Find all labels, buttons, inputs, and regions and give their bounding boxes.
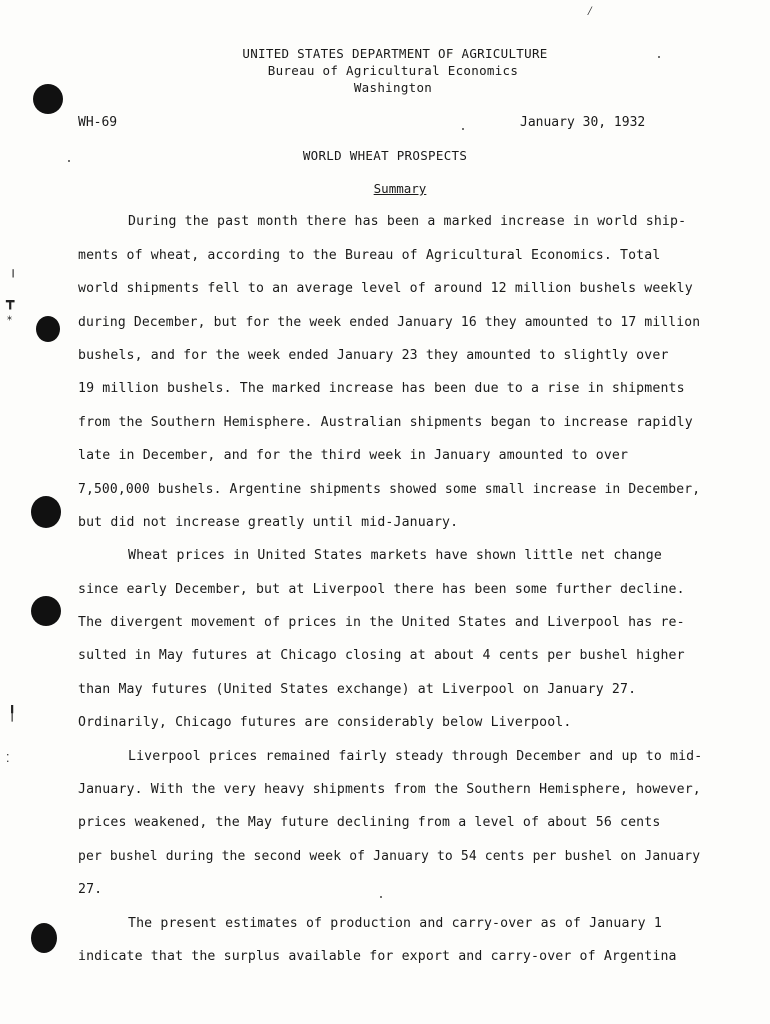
text-line: indicate that the surplus available for export and carry-over of Argentina bbox=[78, 949, 677, 964]
text-line: Ordinarily, Chicago futures are considerably below Liverpool. bbox=[78, 715, 572, 730]
margin-mark-3: ⁎ bbox=[7, 312, 12, 323]
margin-mark-2: ┳ bbox=[6, 294, 15, 310]
text-line: during December, but for the week ended January 16 they amounted to 17 million bbox=[78, 315, 701, 330]
document-id: WH-69 bbox=[78, 115, 118, 130]
text-line: During the past month there has been a marked increase in world ship- bbox=[128, 214, 687, 229]
document-date: January 30, 1932 bbox=[520, 115, 646, 130]
corner-mark: ⁄ bbox=[586, 4, 594, 19]
text-line: from the Southern Hemisphere. Australian shipments began to increase rapidly bbox=[78, 415, 693, 430]
text-line: sulted in May futures at Chicago closing at about 4 cents per bushel higher bbox=[78, 648, 685, 663]
text-line: The divergent movement of prices in the United States and Liverpool has re- bbox=[78, 615, 685, 630]
margin-mark-1: ╷ bbox=[9, 262, 18, 278]
text-line: world shipments fell to an average level of around 12 million bushels weekly bbox=[78, 281, 693, 296]
punch-hole-3 bbox=[31, 496, 61, 528]
text-line: bushels, and for the week ended January 23 they amounted to slightly over bbox=[78, 348, 669, 363]
punch-hole-2 bbox=[36, 316, 60, 342]
margin-mark-4: ╿ bbox=[8, 706, 17, 722]
text-line: per bushel during the second week of January to 54 cents per bushel on January bbox=[78, 849, 701, 864]
text-line: 7,500,000 bushels. Argentine shipments showed some small increase in December, bbox=[78, 482, 701, 497]
document-title: WORLD WHEAT PROSPECTS bbox=[302, 148, 468, 163]
text-line: ments of wheat, according to the Bureau of Agricultural Economics. Total bbox=[78, 248, 661, 263]
city-header: Washington bbox=[353, 80, 433, 95]
section-heading-text: Summary bbox=[373, 181, 427, 196]
text-line: but did not increase greatly until mid-January. bbox=[78, 515, 459, 530]
text-line: 27. bbox=[78, 882, 103, 897]
text-line: prices weakened, the May future declining from a level of about 56 cents bbox=[78, 815, 661, 830]
text-line: Wheat prices in United States markets have shown little net change bbox=[128, 548, 662, 563]
text-line: 19 million bushels. The marked increase has been due to a rise in shipments bbox=[78, 381, 685, 396]
text-line: since early December, but at Liverpool there has been some further decline. bbox=[78, 582, 685, 597]
text-line: Liverpool prices remained fairly steady through December and up to mid- bbox=[128, 749, 703, 764]
section-heading bbox=[0, 181, 770, 196]
department-header: UNITED STATES DEPARTMENT OF AGRICULTURE bbox=[242, 46, 548, 61]
bureau-header: Bureau of Agricultural Economics bbox=[267, 63, 519, 78]
punch-hole-4 bbox=[31, 596, 61, 626]
punch-hole-5 bbox=[31, 923, 57, 953]
text-line: than May futures (United States exchange) at Liverpool on January 27. bbox=[78, 682, 637, 697]
margin-mark-5: ⁚ bbox=[6, 752, 10, 765]
text-line: January. With the very heavy shipments from the Southern Hemisphere, however, bbox=[78, 782, 701, 797]
text-line: The present estimates of production and carry-over as of January 1 bbox=[128, 916, 662, 931]
text-line: late in December, and for the third week in January amounted to over bbox=[78, 448, 629, 463]
